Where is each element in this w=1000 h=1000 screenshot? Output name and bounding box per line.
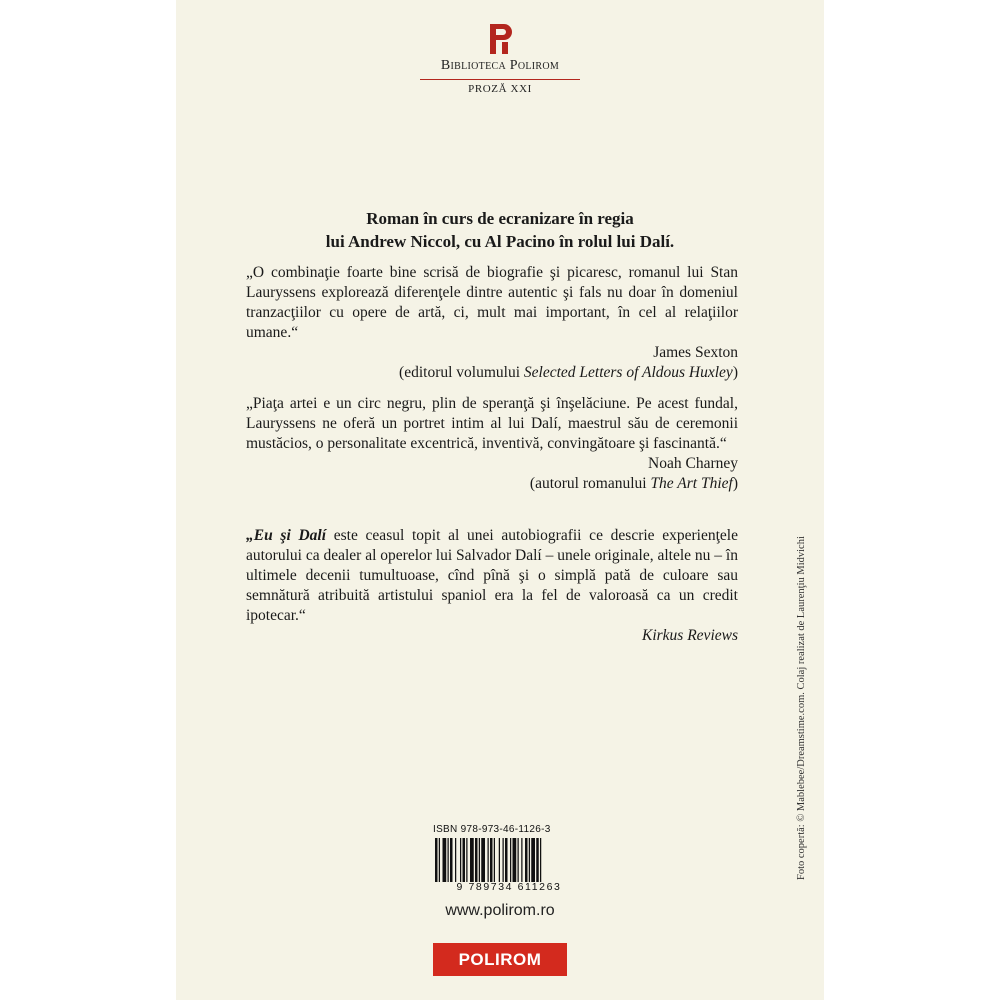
series-divider [420,79,580,80]
isbn-label: ISBN 978-973-46-1126-3 [433,824,551,835]
barcode-bar [443,838,447,882]
quote-source: Kirkus Reviews [642,627,738,644]
publisher-website: www.polirom.ro [445,902,555,919]
tagline-line-2: lui Andrew Niccol, cu Al Pacino în rolul lui Dalí. [325,232,675,251]
tagline-line-1: Roman în curs de ecranizare în regia [366,209,634,228]
barcode-bar [450,838,453,882]
quote-author-role [246,474,738,494]
barcode-bar [475,838,478,882]
quote-author-role [246,363,738,383]
role-suffix: ) [732,364,738,381]
barcode-bar [470,838,474,882]
isbn-barcode [433,838,583,882]
barcode-bar [490,838,493,882]
barcode-bar [499,838,500,882]
quote-body: este ceasul topit al unei autobiografii ce descrie experienţele autorului ca dealer al operelor lui Salvador Dalí – unele originale, altele nu – în ultimele decenii tumultuoase, cînd pînă şi o simplă pată de culoare sau semnătură atribuită artistului spaniol era la fel de valoroasă ca un credit ipotecar.“ [246,527,738,624]
barcode-bar [479,838,480,882]
quote-author: James Sexton [653,344,738,361]
blurb-quote-3 [246,526,738,646]
quote-text: „O combinaţie foarte bine scrisă de biografie şi picaresc, romanul lui Stan Lauryssens explorează diferenţele dintre autentic şi fals nu doar în domeniul tranzacţiilor cu opere de artă, ci, mult mai important, în cel al relaţiilor umane.“ [246,264,738,341]
photo-credit: Foto copertă: © Mablebee/Dreamstime.com. Colaj realizat de Laurenţiu Midvichi [796,536,807,880]
barcode-bar [494,838,495,882]
barcode-bar [521,838,522,882]
barcode-bar [540,838,541,882]
series-subtitle: PROZĂ XXI [468,83,532,95]
barcode-bar [505,838,508,882]
barcode-bar [536,838,539,882]
barcode-bar [529,838,530,882]
role-prefix: (autorul romanului [529,475,651,492]
publisher-logo: POLIROM [433,943,567,976]
quote-text [246,526,738,626]
barcode-bar [466,838,467,882]
barcode-bar [439,838,440,882]
barcode-bar [448,838,449,882]
barcode-digits: 9 789734 611263 [456,881,562,893]
role-work: Selected Letters of Aldous Huxley [523,364,733,381]
barcode-bar [510,838,511,882]
barcode-bar [513,838,517,882]
role-work: The Art Thief [650,475,733,492]
barcode-bar [455,838,456,882]
barcode-bar [503,838,504,882]
series-name: Biblioteca Polirom [440,58,560,73]
barcode-bar [518,838,519,882]
barcode-bar [481,838,485,882]
book-title: „Eu şi Dalí [246,527,327,544]
role-suffix: ) [732,475,738,492]
role-prefix: (editorul volumului [399,364,524,381]
barcode-bar [531,838,535,882]
barcode-bar [488,838,489,882]
barcode-bar [463,838,466,882]
quote-text: „Piaţa artei e un circ negru, plin de speranţă şi înşelăciune. Pe acest fundal, Lauryssens ne oferă un portret intim al lui Dalí, maestrul său de ceremonii mustăcios, o personalitate excentrică, inventivă, convingătoare şi fascinantă.“ [246,395,738,452]
barcode-bar [460,838,461,882]
blurb-quote-2 [246,394,738,494]
adaptation-tagline [246,207,754,253]
blurb-quote-1 [246,263,738,383]
barcode-bar [435,838,438,882]
barcode-bar [525,838,528,882]
polirom-logo-icon [484,22,516,56]
quote-author: Noah Charney [648,455,738,472]
